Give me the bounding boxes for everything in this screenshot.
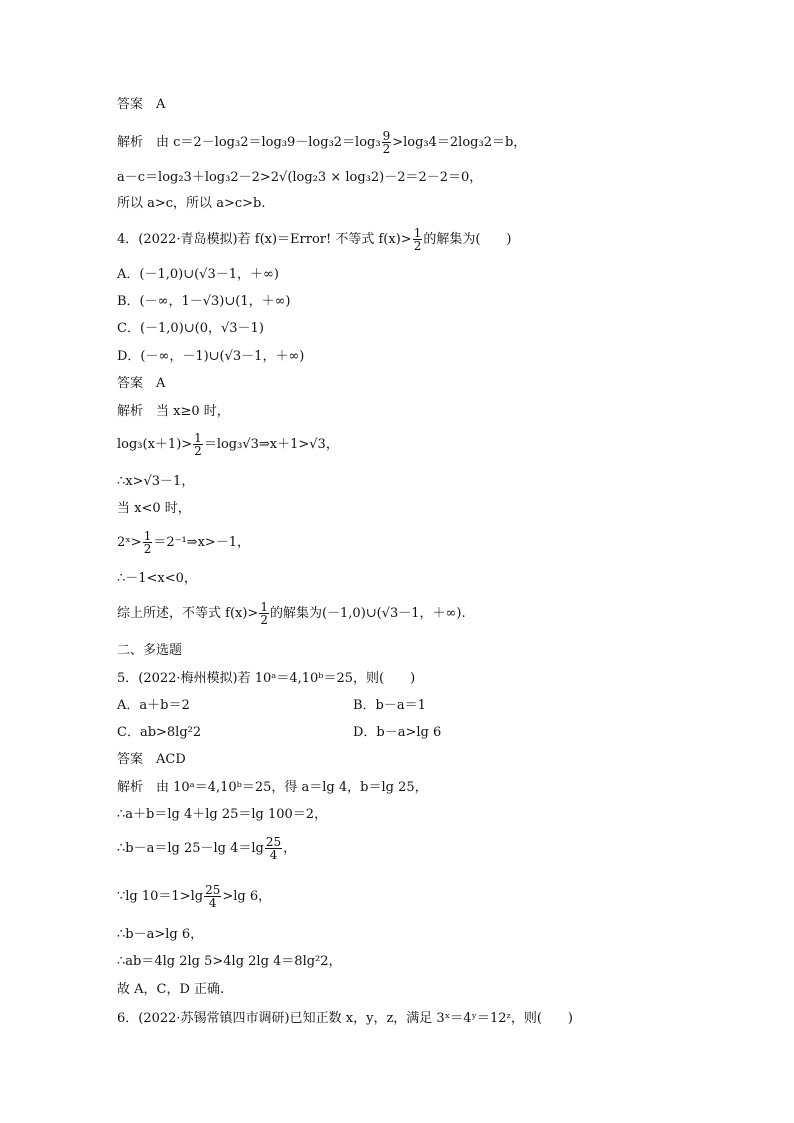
- solution-line: 当 x<0 时，: [117, 501, 191, 516]
- text-span: 2ˣ>: [117, 535, 142, 550]
- fraction-numerator: 1: [260, 600, 268, 614]
- option-c: C．(－1,0)∪(0，√3－1): [117, 321, 264, 336]
- text-span: log₃(x＋1)>: [117, 437, 193, 452]
- fraction: [259, 601, 269, 626]
- solution-line: ∴x>√3－1，: [117, 474, 195, 489]
- text-span: 的解集为(－1,0)∪(√3－1，＋∞).: [269, 606, 466, 621]
- fraction: [265, 836, 282, 861]
- option-d: D．b－a>lg 6: [353, 725, 442, 740]
- text-span: 4．(2022·青岛模拟)若 f(x)＝Error! 不等式 f(x)>: [117, 232, 412, 247]
- text-span: >lg 6，: [222, 889, 272, 904]
- fraction-numerator: 1: [194, 431, 202, 445]
- solution-line: [117, 601, 466, 626]
- text-span: ∵lg 10＝1>lg: [117, 889, 204, 904]
- solution-line: 所以 a>c，所以 a>c>b.: [117, 196, 266, 211]
- solution-line: [117, 130, 526, 155]
- fraction-numerator: 9: [382, 129, 391, 143]
- fraction: [143, 530, 153, 555]
- fraction-numerator: 1: [143, 529, 152, 543]
- solution-line: ∴ab＝4lg 2lg 5>4lg 2lg 4＝8lg²2，: [117, 954, 342, 969]
- text-span: ＝log₃√3⇒x＋1>√3，: [203, 437, 339, 452]
- question-6: 6．(2022·苏锡常镇四市调研)已知正数 x，y，z，满足 3ˣ＝4ʸ＝12ᶻ，则( ): [117, 1011, 573, 1026]
- text-span: 综上所述，不等式 f(x)>: [117, 606, 259, 621]
- fraction-denominator: 2: [382, 142, 391, 156]
- section-title: 二、多选题: [117, 643, 183, 658]
- solution-line: ∴a＋b＝lg 4＋lg 25＝lg 100＝2，: [117, 807, 328, 822]
- solution-line: a－c＝log₂3＋log₃2－2>2√(log₂3 × log₃2)－2＝2－2＝0，: [117, 170, 483, 185]
- answer-line: 答案 A: [117, 97, 166, 112]
- text-span: ＝2⁻¹⇒x>－1，: [153, 535, 251, 550]
- text-span: 解析 由 c＝2－log₃2＝log₃9－log₃2＝log₃: [117, 135, 381, 150]
- option-b: B．b－a＝1: [353, 698, 426, 713]
- solution-line: 解析 由 10ᵃ＝4,10ᵇ＝25，得 a＝lg 4，b＝lg 25，: [117, 780, 428, 795]
- option-a: A．(－1,0)∪(√3－1，＋∞): [117, 267, 279, 282]
- text-span: ，: [283, 841, 297, 856]
- text-span: ∴b－a＝lg 25－lg 4＝lg: [117, 841, 264, 856]
- option-b: B．(－∞，1－√3)∪(1，＋∞): [117, 294, 291, 309]
- fraction: [382, 130, 392, 155]
- fraction: [413, 227, 423, 252]
- fraction-denominator: 2: [194, 444, 202, 458]
- question-5: 5．(2022·梅州模拟)若 10ᵃ＝4,10ᵇ＝25，则( ): [117, 671, 416, 686]
- option-c: C．ab>8lg²2: [117, 725, 202, 740]
- fraction-numerator: 25: [265, 835, 282, 849]
- solution-line: ∴b－a>lg 6，: [117, 927, 204, 942]
- solution-line: ∴－1<x<0，: [117, 571, 197, 586]
- fraction: [204, 884, 221, 909]
- solution-line: 解析 当 x≥0 时，: [117, 404, 230, 419]
- solution-line: [117, 836, 296, 861]
- fraction-denominator: 4: [269, 848, 278, 862]
- answer-line: 答案 ACD: [117, 752, 186, 767]
- fraction: [193, 432, 203, 457]
- fraction-denominator: 2: [260, 613, 268, 627]
- question-4: [117, 227, 511, 252]
- text-span: >log₃4＝2log₃2＝b，: [392, 135, 527, 150]
- fraction-denominator: 2: [143, 542, 152, 556]
- solution-line: [117, 530, 250, 555]
- fraction-denominator: 4: [208, 896, 217, 910]
- text-span: 的解集为( ): [423, 232, 512, 247]
- solution-line: [117, 432, 339, 457]
- fraction-numerator: 25: [205, 883, 221, 897]
- solution-line: 故 A，C，D 正确.: [117, 982, 225, 997]
- option-a: A．a＋b＝2: [117, 698, 190, 713]
- solution-line: [117, 884, 271, 909]
- fraction-denominator: 2: [413, 239, 422, 253]
- option-d: D．(－∞，－1)∪(√3－1，＋∞): [117, 349, 305, 364]
- fraction-numerator: 1: [413, 226, 422, 240]
- answer-line: 答案 A: [117, 376, 166, 391]
